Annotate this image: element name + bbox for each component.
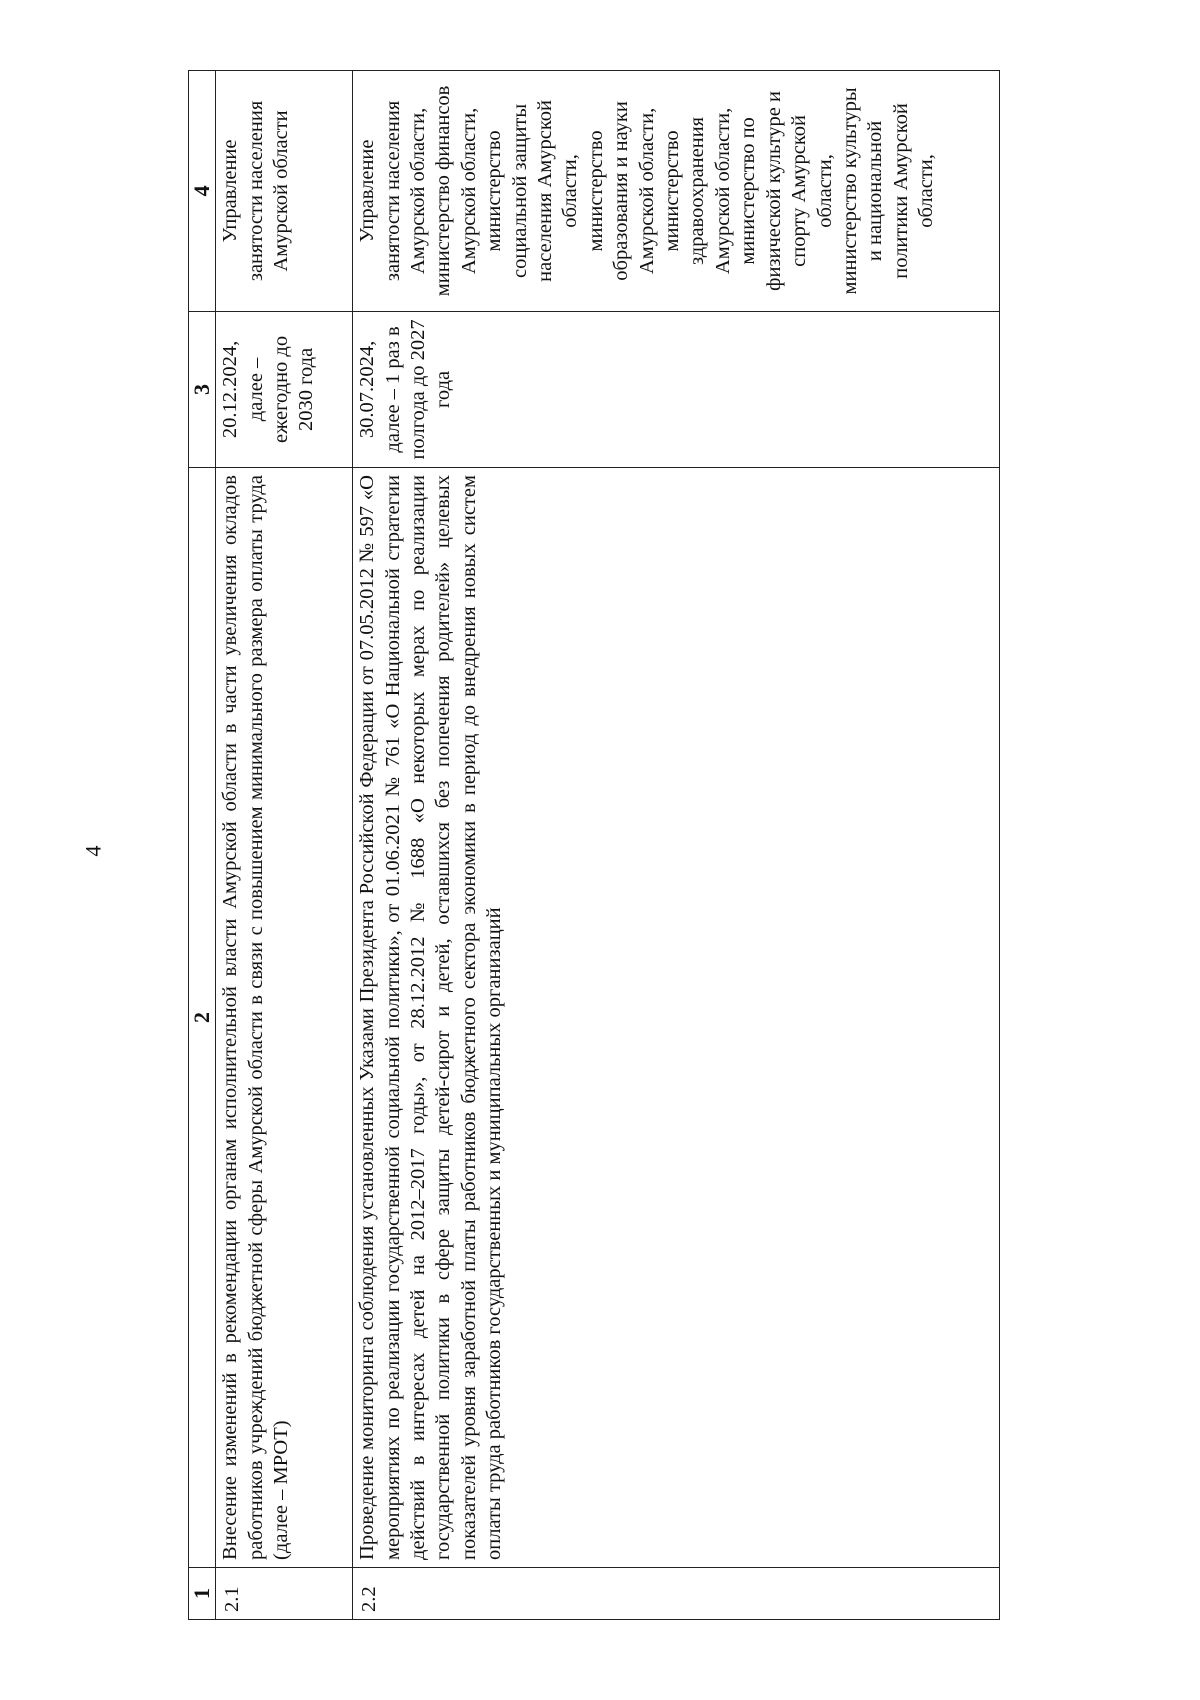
responsible-line: Амурской области: [270, 110, 292, 272]
responsible-line: министерство: [483, 130, 506, 252]
row-number: 2.1: [216, 1567, 353, 1619]
responsible-cell: [216, 71, 353, 312]
column-header-4: 4: [189, 71, 216, 312]
responsible-line: физической культуре и: [762, 91, 785, 291]
responsible-line: Управление: [219, 139, 242, 243]
measure-text: Проведение мониторинга соблюдения установленных Указами Президента Российской Федерации от 07.05.2012 № 597 «О мероприятиях по реализации государственной социальной политики», от 01.06.2021 № 761 «О Национальной стратегии действий в интересах детей на 2012–2017 годы», от 28.12.2012 № 1688 «О некоторых мерах по реализации государственной политики в сфере защиты детей-сирот и детей, оставшихся без попечения родителей» целевых показателей уровня заработной платы работников бюджетного сектора экономики в период до внедрения новых систем оплаты труда работников государственных и муниципальных организаций: [353, 468, 1000, 1568]
deadline: 20.12.2024, далее – ежегодно до 2030 года: [216, 311, 353, 467]
responsible-line: занятости населения: [244, 100, 267, 282]
responsible-line: образования и науки: [610, 101, 633, 281]
responsible-line: населения Амурской: [534, 100, 557, 282]
plan-table: [188, 70, 1000, 1620]
responsible-line: Амурской области,: [635, 107, 658, 275]
responsible-line: политики Амурской: [889, 103, 912, 279]
responsible-line: спорту Амурской: [788, 114, 811, 267]
column-header-1: 1: [189, 1567, 216, 1619]
measure-text: Внесение изменений в рекомендации органам исполнительной власти Амурской области в части увеличения окладов работников учреждений бюджетной сферы Амурской области в связи с повышением минимального размера оплаты труда (далее – МРОТ): [216, 468, 353, 1568]
column-header-3: 3: [189, 311, 216, 467]
responsible-cell: [353, 71, 1000, 312]
page-number: 4: [80, 845, 106, 857]
responsible-line: Амурской области,: [711, 107, 734, 275]
rotated-page: [188, 70, 1088, 1620]
responsible-line: области,: [813, 154, 836, 228]
responsible-line: социальной защиты: [508, 103, 531, 278]
deadline: 30.07.2024, далее – 1 раз в полгода до 2027 года: [353, 311, 1000, 467]
responsible-line: Амурской области,: [407, 107, 429, 275]
responsible-line: Управление: [356, 139, 379, 243]
responsible-line: занятости населения: [381, 100, 404, 282]
responsible-line: министерство финансов: [432, 85, 455, 297]
responsible-line: министерство культуры: [838, 87, 861, 295]
responsible-line: министерство по: [737, 117, 760, 265]
table-row: [216, 71, 353, 1620]
table-row: [353, 71, 1000, 1620]
responsible-line: области,: [559, 154, 582, 228]
responsible-line: министерство: [584, 130, 607, 252]
column-header-2: 2: [189, 468, 216, 1568]
responsible-line: и национальной: [864, 120, 887, 262]
responsible-line: министерство: [661, 130, 684, 252]
header-row: [189, 71, 216, 1620]
responsible-line: области,: [915, 154, 938, 228]
row-number: 2.2: [353, 1567, 1000, 1619]
responsible-line: Амурской области,: [457, 107, 480, 275]
responsible-line: здравоохранения: [686, 116, 709, 265]
